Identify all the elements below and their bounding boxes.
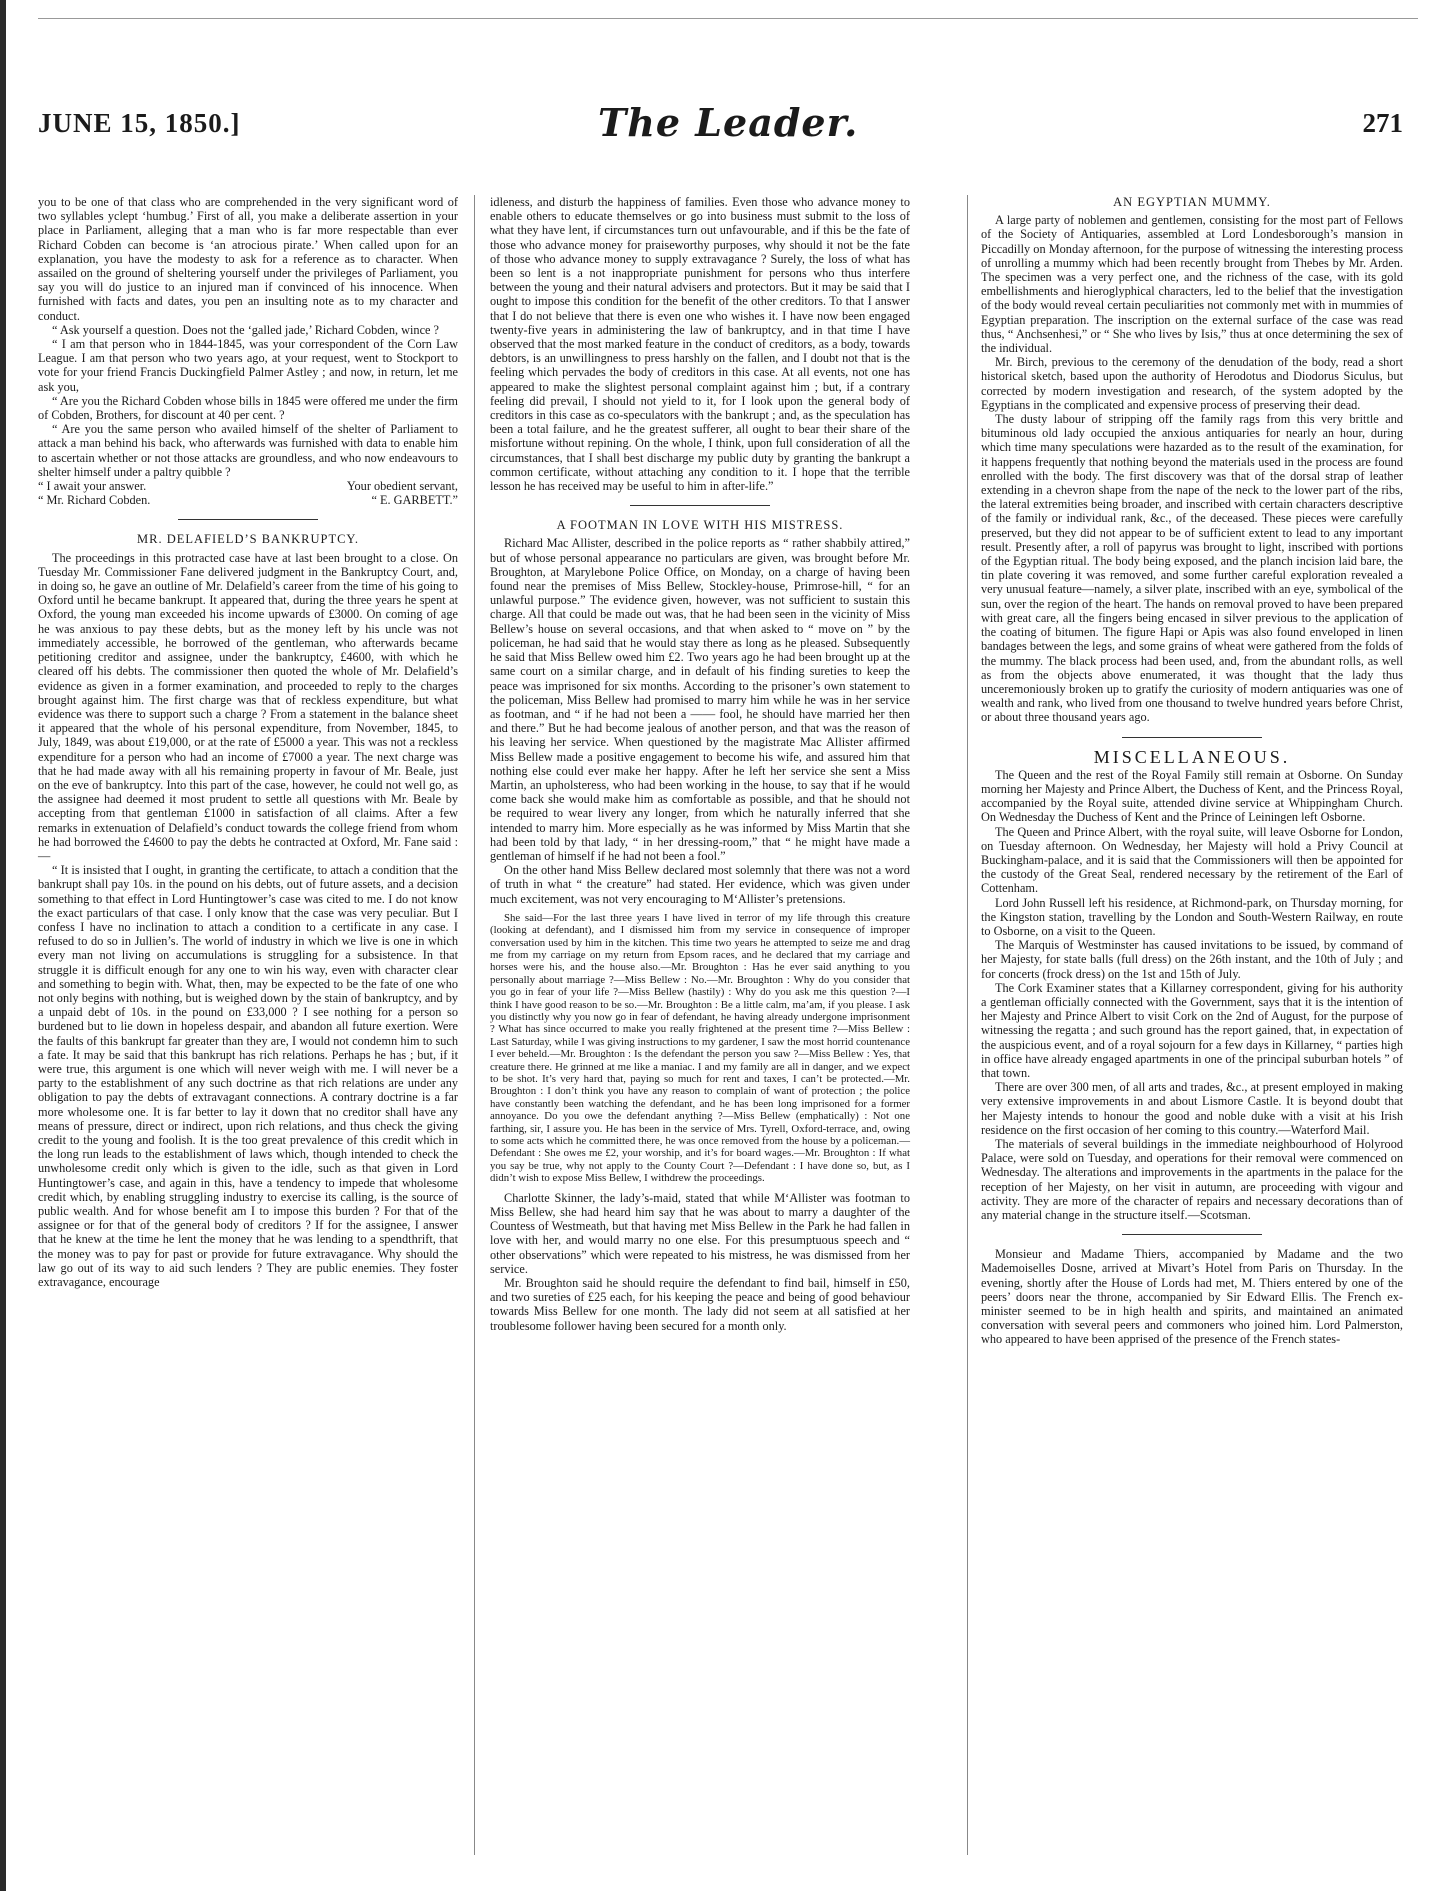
masthead <box>38 100 1403 150</box>
article-heading: A FOOTMAN IN LOVE WITH HIS MISTRESS. <box>556 518 844 533</box>
section-heading: MISCELLANEOUS. <box>1093 746 1291 767</box>
article-paragraph: “ It is insisted that I ought, in granting the certificate, to attach a condition that the bankrupt shall pay 10s. in the pound on his debts, out of future assets, and a decision something to that effect in Lord Huntingtower’s case was cited to me. I do not know the exact particulars of that case. I only know that the case was very peculiar. But I confess I have no inclination to attach a condition to a certificate in any case. I refused to do so in Jullien’s. The world of industry in which we live is one in which every man not living on accumulations is struggling for a subsistence. In that struggle it is difficult enough for any one to win his way, even with character clear and something to begin with. What, then, may be expected to be the fate of one who not only begins with nothing, but is weighed down by the stain of bankruptcy, and by a unpaid debt of 10s. in the pound on £33,000 ? I see nothing for a person so burdened but to lie down in hopeless despair, and abandon all future exertion. Were the faults of this bankrupt far greater than they are, I would not condemn him to such a fate. It may be said that this bankrupt has rich relations. Perhaps he has ; but, if it were true, this argument is one which will never weigh with me. I will never be a party to the establishment of any such doctrine as that rich relations are under any obligation to pay the debts of extravagant connections. A contrary doctrine is a far more wholesome one. It is far better to lay it down that no creditor shall have any means of pressure, direct or indirect, upon rich relations, and thus check the giving credit to the young and foolish. It is the too great prevalence of this credit which in the long run leads to the establishment of laws which, though intended to check the unwholesome credit only which is given to the idle, such as that given in Lord Huntingtower’s case, and again in this, have a tendency to impede that wholesome credit which, by enabling struggling industry to exercise its calling, is the source of public wealth. And for whose benefit am I to impose this burden ? For that of the assignee or for that of the general body of creditors ? If for the assignee, I answer that he knew at the time he lent the money that he was lending to a spendthrift, that the money was to pay for past or provide for future extravagance. Why should the law go out of its way to aid such lenders ? They are public enemies. They foster extravagance, encourage <box>38 863 458 1290</box>
newspaper-page <box>38 40 1403 1870</box>
column-2 <box>490 195 910 1333</box>
newspaper-title: The Leader. <box>598 100 859 145</box>
section-rule <box>1122 1234 1262 1235</box>
testimony-block <box>490 912 910 1185</box>
page-edge-mark <box>0 0 6 1891</box>
column-divider <box>967 195 968 1855</box>
article-paragraph: Mr. Birch, previous to the ceremony of the denudation of the body, read a short historical sketch, based upon the authority of Herodotus and Diodorus Siculus, but corrected by modern investigation and research, of the system adopted by the Egyptians in the complicated and expensive process of preserving their dead. <box>981 355 1403 412</box>
news-item: Monsieur and Madame Thiers, accompanied by Madame and the two Mademoiselles Dosne, arrived at Mivart’s Hotel from Paris on Thursday. In the evening, shortly after the House of Lords had met, M. Thiers entered by one of the peers’ doors near the throne, accompanied by Sir Edward Ellis. The French ex-minister seemed to be in high health and spirits, and maintained an animated conversation with several peers and commoners who joined him. Lord Palmerston, who appeared to have been apprised of the presence of the French states- <box>981 1247 1403 1347</box>
garbett-letter-paragraph: “ I am that person who in 1844-1845, was your correspondent of the Corn Law League. I am that person who two years ago, at your request, went to Stockport to vote for your friend Francis Duckingfield Palmer Astley ; and now, in return, let me ask you, <box>38 337 458 394</box>
letter-signature-line <box>38 479 458 493</box>
news-item: There are over 300 men, of all arts and trades, &c., at present employed in making very extensive improvements in and about Lismore Castle. It is beyond doubt that her Majesty intends to honour the good and noble duke with a visit at his Irish residence on the first occasion of her coming to this country.—Waterford Mail. <box>981 1080 1403 1137</box>
top-rule <box>38 18 1418 19</box>
section-rule <box>630 505 770 506</box>
article-paragraph: Richard Mac Allister, described in the police reports as “ rather shabbily attired,” but of whose personal appearance no particulars are given, was brought before Mr. Broughton, at Marylebone Police Office, on Monday, on a charge of having been found near the premises of Miss Bellew, Stockley-house, Primrose-hill, “ for an unlawful purpose.” The evidence given, however, was not sufficient to sustain this charge. All that could be made out was, that he had been seen in the vicinity of Miss Bellew’s house on several occasions, and that when asked to “ move on ” by the policeman, he had said that he would stay there as long as he pleased. Subsequently he said that Miss Bellew owed him £2. Two years ago he had been brought up at the same court on a similar charge, and in default of his finding sureties to keep the peace was imprisoned for six months. According to the prisoner’s own statement to the policeman, Miss Bellew had promised to marry him while he was in her service as footman, and “ if he had not been a —— fool, he should have married her then and there.” But he had become jealous of another person, and that was the reason of his leaving her service. When questioned by the magistrate Mac Allister affirmed Miss Bellew made a positive engagement to become his wife, and assured him that nothing else could ever make her happy. After he left her service she sent a Miss Martin, an upholsteress, who had been working in the house, to say that if he would come back she would make him as comfortable as possible, and that he should not be required to wear livery any longer, from which he naturally inferred that she intended to marry him. More especially as he was informed by Miss Martin that she had been told by that lady, “ in her dressing-room,” that “ he might have made a gentleman of himself if he had not been a fool.” <box>490 536 910 863</box>
signature-left: “ Mr. Richard Cobden. <box>38 493 151 508</box>
news-item: The Cork Examiner states that a Killarney correspondent, giving for his authority a gentleman officially connected with the Government, says that it is the intention of her Majesty and Prince Albert to visit Cork on the 2nd of August, for the purpose of witnessing the regatta ; and such ground has the report gained, that, in expectation of the auspicious event, and of a royal sojourn for a few days in Killarney, “ parties high in office have already engaged apartments in one of the principal suburban hotels ” of that town. <box>981 980 1403 1080</box>
signature-right: “ E. GARBETT.” <box>371 493 458 508</box>
section-rule <box>178 519 318 520</box>
article-paragraph: On the other hand Miss Bellew declared most solemnly that there was not a word of truth in what “ the creature” had stated. Her evidence, which was given under much excitement, was not very encouraging to M‘Allister’s pretensions. <box>490 863 910 906</box>
section-rule <box>1122 737 1262 738</box>
article-paragraph: Charlotte Skinner, the lady’s-maid, stated that while M‘Allister was footman to Miss Bellew, she had heard him say that he was about to marry a daughter of the Countess of Westmeath, but that having met Miss Bellew in the Park he had fallen in love with her, and would marry no one else. For this presumptuous speech and “ other observations” which were repeated to his mistress, he was dismissed from her service. <box>490 1190 910 1276</box>
testimony-paragraph: She said—For the last three years I have lived in terror of my life through this creature (looking at defendant), and I dismissed him from my service in consequence of improper conversation used by him in the kitchen. This time two years he attempted to seize me and drag me from my carriage on my return from Epsom races, and he declared that my carriage and horses were his, and the house also.—Mr. Broughton : Has he ever said anything to you personally about marriage ?—Miss Bellew : No.—Mr. Broughton : Why do you consider that you go in fear of your life ?—Miss Bellew (hastily) : Why do you ask me this question ?—I think I have good reason to be so.—Mr. Broughton : Be a little calm, ma’am, if you please. I ask you distinctly why you now go in fear of defendant, he having already undergone imprisonment ? What has since occurred to make you really frightened at the present time ?—Miss Bellew : Last Saturday, while I was giving instructions to my gardener, I saw the most horrid countenance I ever beheld.—Mr. Broughton : Is the defendant the person you saw ?—Miss Bellew : Yes, that creature there. He grinned at me like a maniac. I and my family are all in danger, and we expect to be shot. It’s very hard that, paying so much for rent and taxes, I can’t be protected.—Mr. Broughton : I don’t think you have any reason to complain of want of protection ; the police have constantly been watching the defendant, and he has been long imprisoned for a former annoyance. Do you owe the defendant anything ?—Miss Bellew (emphatically) : Not one farthing, sir, I assure you. He has been in the service of Mrs. Tyrell, Oxford-terrace, and, owing to some acts which he committed there, he was once removed from the house by a policeman.—Defendant : She owes me £2, your worship, and it’s for board wages.—Mr. Broughton : If what you say be true, why not apply to the County Court ?—Defendant : I have done so, but, as I didn’t wish to expose Miss Bellew, I withdrew the proceedings. <box>490 911 910 1185</box>
garbett-letter-paragraph: “ Are you the same person who availed himself of the shelter of Parliament to attack a man behind his back, who afterwards was furnished with data to enable him to ascertain whether or not those attacks are groundless, and who now endeavours to shelter himself under a paltry quibble ? <box>38 422 458 479</box>
article-heading: MR. DELAFIELD’S BANKRUPTCY. <box>137 532 359 547</box>
letter-signature-line <box>38 493 458 507</box>
page-number: 271 <box>1362 108 1403 138</box>
article-paragraph: The dusty labour of stripping off the family rags from this very brittle and bituminous old lady occupied the anxious antiquaries for nearly an hour, during which time many speculations were hazarded as to the result of the examination, for it happens frequently that nothing beyond the materials used in the process are found enrolled with the body. The first discovery was that of the dorsal strap of leather extending in a chevron shape from the nape of the neck to the lower part of the ribs, the lateral extremities being broader, and inscribed with certain characters descriptive of the family or individual rank, &c., of the deceased. These pieces were carefully preserved, but they did not appear to be of sufficient extent to lead to any important result. Presently after, a roll of papyrus was brought to light, inscribed with portions of the Egyptian ritual. The body being exposed, and the planch incision laid bare, the tin plate covering it was removed, and some further careful exploration revealed a very unusual feature—namely, a silver plate, inscribed with an eye, symbolical of the sun, over the region of the heart. The hands on removal proved to have been prepared with great care, all the fingers being encased in silver previous to the application of the coating of bitumen. The figure Hapi or Apis was also found enveloped in linen bandages between the legs, and some grains of wheat were gathered from the folds of the mummy. The black process had been used, and, from the abundant rolls, as well as from the objects above enumerated, it was thought that the lady thus unceremoniously broken up to gratify the curiosity of modern antiquaries was one of wealth and rank, who lived from one thousand to twelve hundred years before Christ, or about three thousand years ago. <box>981 412 1403 725</box>
news-item: The Queen and the rest of the Royal Family still remain at Osborne. On Sunday morning her Majesty and Prince Albert, the Duchess of Kent, and the Princess Royal, accompanied by the Royal suite, attended divine service at Whippingham Church. On Wednesday the Duchess of Kent and the Prince of Leiningen left Osborne. <box>981 767 1403 825</box>
news-item: Lord John Russell left his residence, at Richmond-park, on Thursday morning, for the Kingston station, travelling by the London and South-Western Railway, en route to Osborne, on a visit to the Queen. <box>981 895 1403 938</box>
garbett-letter-paragraph: “ Are you the Richard Cobden whose bills in 1845 were offered me under the firm of Cobden, Brothers, for discount at 40 per cent. ? <box>38 393 458 423</box>
column-divider <box>474 195 475 1855</box>
signature-right: Your obedient servant, <box>346 479 458 494</box>
garbett-letter-paragraph: “ Ask yourself a question. Does not the ‘galled jade,’ Richard Cobden, wince ? <box>52 322 440 337</box>
news-item: The Queen and Prince Albert, with the royal suite, will leave Osborne for London, on Tuesday afternoon. On Wednesday, her Majesty will hold a Privy Council at Buckingham-palace, and it is said that the Commissioners will then be appointed for the custody of the Great Seal, rendered necessary by the retirement of the Earl of Cottenham. <box>981 824 1403 896</box>
article-paragraph: The proceedings in this protracted case have at last been brought to a close. On Tuesday Mr. Commissioner Fane delivered judgment in the Bankruptcy Court, and, in doing so, he gave an outline of Mr. Delafield’s career from the time of his going to Oxford until he became bankrupt. It appeared that, during the three years he spent at Oxford, the young man exceeded his income upwards of £3000. On coming of age he was anxious to pay these debts, but as the money left by his uncle was not immediately accessible, he borrowed of the gentleman, who afterwards became petitioning creditor and assignee, under the bankruptcy, £4600, with which he cleared off his debts. The commissioner then quoted the whole of Mr. Delafield’s evidence as given in a former examination, and proceeded to reply to the charges brought against him. The first charge was that of reckless expenditure, but what evidence was there to support such a charge ? From a statement in the balance sheet it appeared that the whole of his personal expenditure, from November, 1845, to July, 1849, was about £19,000, or at the rate of £5000 a year. This was not a reckless expenditure for a person who had an income of £7000 a year. The next charge was that he had made away with all his remaining property in favour of Mr. Beale, just on the eve of bankruptcy. Into this part of the case, however, he could not well go, as the assignee had deemed it most prudent to settle all questions with Mr. Beale by accepting from that gentleman £1000 in satisfaction of all claims. After a few remarks in extenuation of Delafield’s conduct towards the college friend from whom he had borrowed the £4600 to pay the debts he contracted at Oxford, Mr. Fane said :— <box>38 550 458 863</box>
article-paragraph: idleness, and disturb the happiness of families. Even those who advance money to enable others to educate themselves or go into business must submit to the loss of what they have lent, if circumstances turn out unfavourable, and if this be the fate of those who advance money for praiseworthy purposes, why should it not be the fate of those who advance money to supply extravagance ? Surely, the loss of what has been so lent is a not inappropriate punishment for persons who thus interfere between the young and their natural advisers and protectors. But it may be said that I ought to impose this condition for the benefit of the other creditors. To that I answer that I do not believe that there is even one who wishes it. I have now been engaged twenty-five years in administering the law of bankruptcy, and in that time I have observed that the most marked feature in the conduct of creditors, as a body, towards debtors, is an unwillingness to press harshly on the fallen, and I doubt not that is the feeling which pervades the body of creditors in this case. At all events, not one has appeared to make the slightest personal complaint against him ; but, if a contrary feeling did prevail, I should not yield to it, for I look upon the general body of creditors in this case as co-speculators with the bankrupt ; and, as the speculation has been a total failure, and he the greatest sufferer, all ought to bear their share of the misfortune without repining. On the whole, I think, upon full consideration of all the circumstances, that I shall best discharge my public duty by granting the bankrupt a common certificate, without attaching any condition to it. I hope that the terrible lesson he has received may be useful to him in after-life.” <box>490 195 910 494</box>
garbett-letter-paragraph: you to be one of that class who are comprehended in the very significant word of two syllables yclept ‘humbug.’ First of all, you make a deliberate assertion in your place in Parliament, alleging that a man who is far more respectable than ever Richard Cobden can become is ‘an atrocious pirate.’ When called upon for an explanation, you have the modesty to ask for a reference as to character. When assailed on the ground of sheltering yourself under the privileges of Parliament, you say you will do justice to an injured man if convinced of his innocence. When furnished with facts and dates, you pen an insulting note as to my character and conduct. <box>38 195 458 323</box>
signature-left: “ I await your answer. <box>38 479 147 494</box>
news-item: The Marquis of Westminster has caused invitations to be issued, by command of her Majesty, for state balls (full dress) on the 26th instant, and the 10th of July ; and for concerts (frock dress) on the 1st and 15th of July. <box>981 938 1403 981</box>
article-heading: AN EGYPTIAN MUMMY. <box>1113 195 1271 209</box>
article-paragraph: A large party of noblemen and gentlemen, consisting for the most part of Fellows of the Society of Antiquaries, assembled at Lord Londesborough’s mansion in Piccadilly on Monday afternoon, for the purpose of witnessing the interesting process of unrolling a mummy which had been recently brought from Thebes by Mr. Arden. The specimen was a very perfect one, and the richness of the case, with its gold embellishments and hieroglyphical characters, led to the belief that the investigation of the body would reveal certain peculiarities not commonly met with in mummies of Egyptian preparation. The inscription on the external surface of the case was read thus, “ Anchsenhesi,” or “ She who lives by Isis,” thus at once determining the sex of the individual. <box>981 213 1403 356</box>
column-1 <box>38 195 458 1289</box>
issue-date: JUNE 15, 1850.] <box>38 108 241 138</box>
column-3 <box>981 195 1403 1347</box>
news-item: The materials of several buildings in the immediate neighbourhood of Holyrood Palace, were sold on Tuesday, and operations for their removal were commenced on Wednesday. The alterations and improvements in the apartments in the palace for the reception of her Majesty, on her visit in autumn, are proceeding with vigour and activity. They are more of the character of repairs and necessary decorations than of any material change in the structure itself.—Scotsman. <box>981 1137 1403 1223</box>
article-paragraph: Mr. Broughton said he should require the defendant to find bail, himself in £50, and two sureties of £25 each, for his keeping the peace and being of good behaviour towards Miss Bellew for one month. The lady did not seem at all satisfied at her troublesome follower having been secured for a month only. <box>490 1275 910 1333</box>
